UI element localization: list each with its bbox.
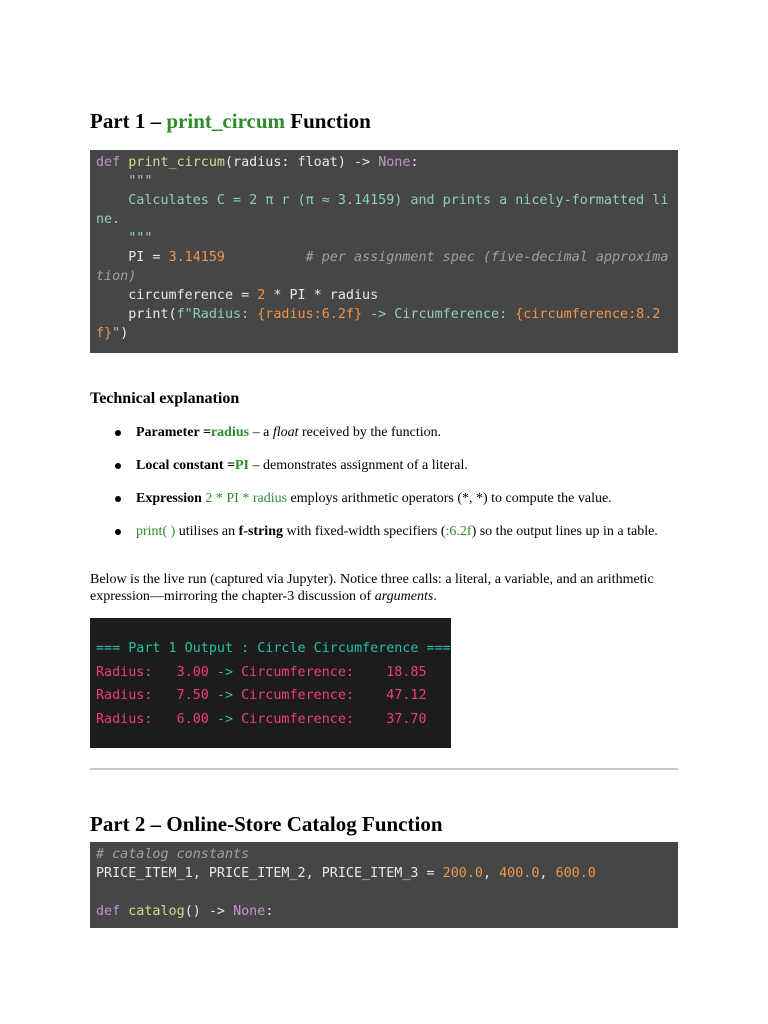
output-terminal <box>90 618 451 748</box>
list-item: Local constant =PI – demonstrates assignment of a literal. <box>90 458 678 491</box>
code-block-print-circum: def print_circum(radius: float) -> None: """ Calculates C = 2 π r (π ≈ 3.14159) and prints a nicely-formatted line. """ PI = 3.14159 # per assignment spec (five-decimal approximation) circumference = 2 * PI * radius print(f"Radius: {radius:6.2f} -> Circumference: {circumference:8.2f}") <box>90 150 678 353</box>
part2-heading: Part 2 – Online-Store Catalog Function <box>90 812 443 836</box>
terminal-row: Radius: 6.00 -> Circumference: 37.70 <box>96 711 427 727</box>
terminal-row: Radius: 7.50 -> Circumference: 47.12 <box>96 688 427 703</box>
section-divider <box>90 768 678 770</box>
list-item: print( ) utilises an f-string with fixed-width specifiers (:6.2f) so the output lines up in a table. <box>90 524 678 557</box>
list-item: Parameter =radius – a float received by the function. <box>90 425 678 458</box>
part1-heading: Part 1 – print_circum Function <box>90 109 371 133</box>
live-run-paragraph: Below is the live run (captured via Jupyter). Notice three calls: a literal, a variable, and an arithmetic expression—mirroring the chapter-3 discussion of arguments. <box>90 572 654 604</box>
tech-explanation-list <box>90 425 678 557</box>
terminal-header: === Part 1 Output : Circle Circumference === <box>96 641 451 656</box>
list-item: Expression 2 * PI * radius employs arithmetic operators (*, *) to compute the value. <box>90 491 678 524</box>
code-block-catalog: # catalog constants PRICE_ITEM_1, PRICE_ITEM_2, PRICE_ITEM_3 = 200.0, 400.0, 600.0 def catalog() -> None: <box>90 842 678 928</box>
part1-heading-fn: print_circum <box>166 109 286 133</box>
tech-explanation-heading: Technical explanation <box>90 390 240 407</box>
terminal-row: Radius: 3.00 -> Circumference: 18.85 <box>96 664 427 680</box>
